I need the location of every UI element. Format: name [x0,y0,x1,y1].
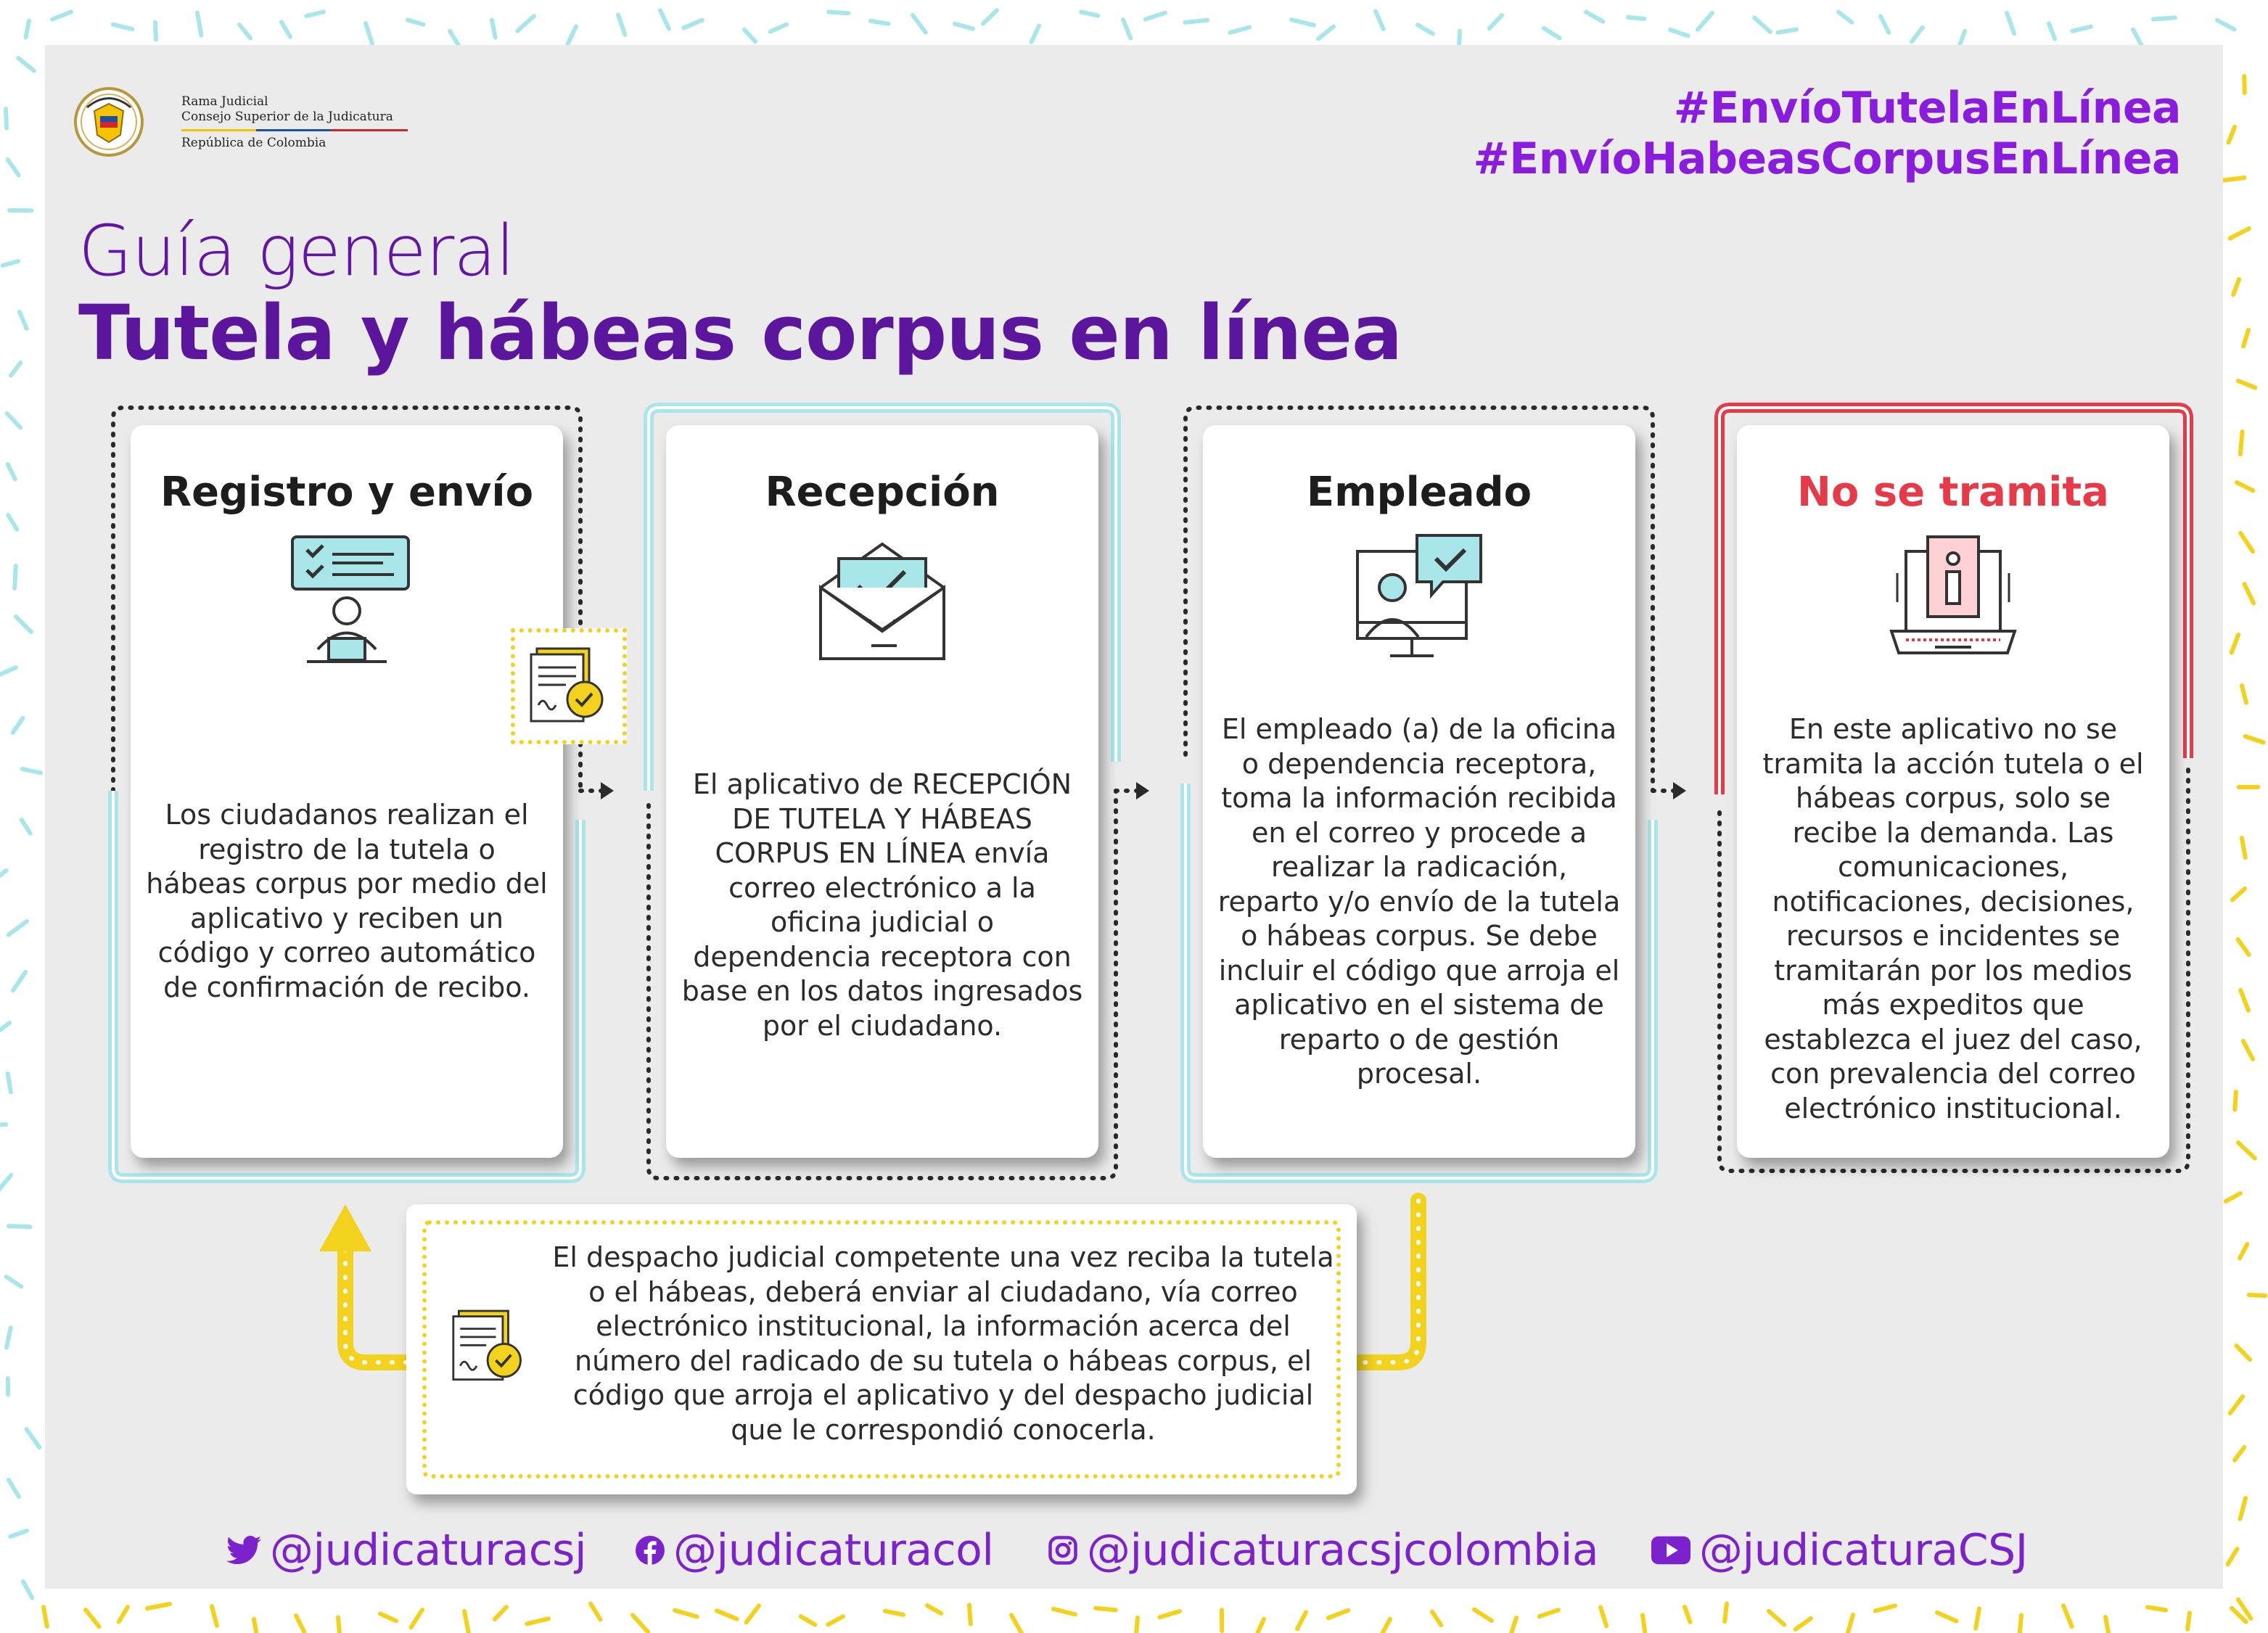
step-card-recepcion [666,425,1098,1158]
hashtag-tutela: #EnvíoTutelaEnLínea [1673,83,2181,133]
social-twitter[interactable] [226,1525,586,1576]
step-title: Recepción [765,469,1000,516]
document-check-badge [511,628,627,744]
twitter-handle: @judicaturacsj [270,1525,587,1576]
step-description: El empleado (a) de la oficina o dependencia receptora, toma la información recibida en el correo y procede a realizar la radicación, reparto y/o envío de la tutela o hábeas corpus. Se debe incluir el código que arroja el aplicativo en el sistema de reparto o de gestión procesal. [1217,713,1621,1090]
facebook-icon [636,1536,665,1565]
step-card-no-se-tramita [1737,425,2169,1158]
step-description: Los ciudadanos realizan el registro de la tutela o hábeas corpus por medio del aplicativo y reciben un código y correo automático de confirmación de recibo. [146,799,548,1003]
employee-monitor-icon [1350,530,1488,667]
step-title: Registro y envío [160,469,534,516]
step-title: Empleado [1306,469,1532,516]
page-subtitle: Guía general [78,210,514,292]
page-title: Tutela y hábeas corpus en línea [78,289,1402,377]
bottom-note-text: El despacho judicial competente una vez reciba la tutela o el hábeas, deberá enviar al ciudadano, vía correo electrónico institucional, la información acerca del número del radicado de su tutela o hábeas corpus, el código que arroja el aplicativo y del despacho judicial que le correspondió conocerla. [552,1241,1334,1446]
document-check-icon [438,1299,540,1400]
bottom-note-box [406,1204,1357,1494]
step-description: En este aplicativo no se tramita la acción tutela o el hábeas corpus, solo se recibe la demanda. Las comunicaciones, notificaciones, decisiones, recursos e incidentes se tramitarán por los medios más expeditos que establezca el juez del caso, con prevalencia del correo electrónico institucional. [1762,713,2144,1124]
document-check-icon [515,633,623,740]
laptop-info-icon [1884,530,2022,667]
twitter-icon [226,1535,261,1566]
facebook-handle: @judicaturacol [673,1525,994,1576]
step-card-empleado [1203,425,1635,1158]
org-line-2: Consejo Superior de la Judicatura [181,110,393,124]
social-facebook[interactable] [636,1525,994,1576]
person-at-computer-icon [278,530,416,667]
envelope-check-icon [813,530,951,667]
step-title: No se tramita [1797,469,2109,516]
org-line-3: República de Colombia [181,136,326,150]
instagram-handle: @judicaturacsjcolombia [1087,1525,1599,1576]
step-description: El aplicativo de RECEPCIÓN DE TUTELA Y HÁBEAS CORPUS EN LÍNEA envía correo electrónico a la oficina judicial o dependencia receptora con base en los datos ingresados por el ciudadano. [681,768,1083,1042]
social-youtube[interactable] [1651,1525,2028,1576]
youtube-icon [1651,1536,1690,1565]
step-card-registro [131,425,563,1158]
hashtag-habeas: #EnvíoHabeasCorpusEnLínea [1473,133,2181,184]
instagram-icon [1048,1535,1078,1566]
social-instagram[interactable] [1048,1525,1598,1576]
org-line-1: Rama Judicial [181,94,268,109]
youtube-handle: @judicaturaCSJ [1699,1525,2028,1576]
